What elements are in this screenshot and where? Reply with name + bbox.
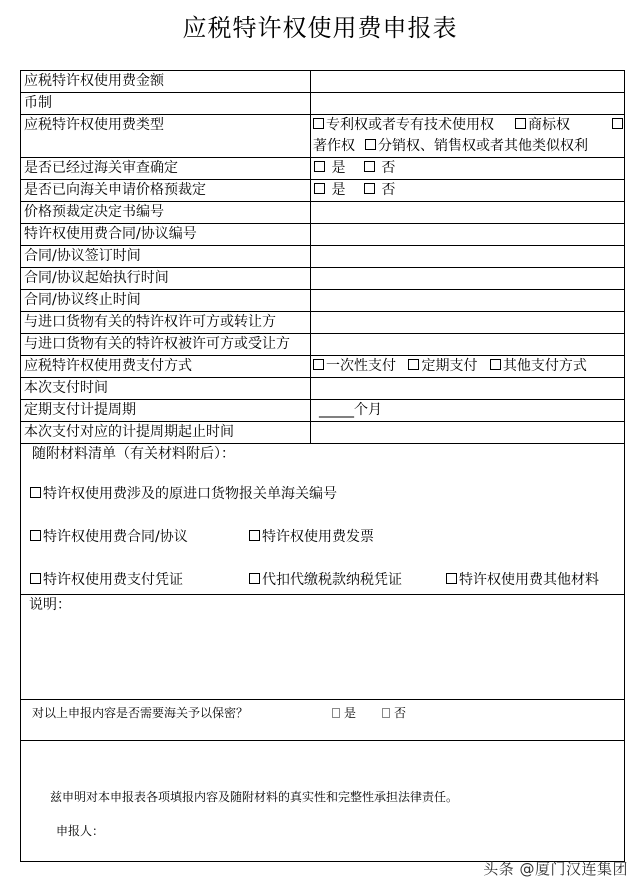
declarant-label: 申报人： <box>56 824 105 838</box>
row-label-payment-time: 本次支付时间 <box>21 378 311 400</box>
option-no[interactable]: 否 <box>364 180 395 201</box>
checkbox-icon[interactable] <box>249 530 260 541</box>
table-row <box>21 290 625 312</box>
checkbox-icon[interactable] <box>490 359 501 370</box>
option-yes[interactable]: 是 <box>314 158 345 179</box>
payment-method-options <box>311 356 625 378</box>
materials-row <box>24 570 621 591</box>
confidential-no[interactable]: 否 <box>382 703 406 724</box>
checkbox-icon[interactable] <box>446 573 457 584</box>
note-section[interactable] <box>21 595 625 700</box>
materials-title: 随附材料清单（有关材料附后）： <box>32 446 235 462</box>
table-row <box>21 158 625 180</box>
checkbox-icon[interactable] <box>249 573 260 584</box>
row-label-accrual-period: 本次支付对应的计提周期起止时间 <box>21 422 311 444</box>
row-label-currency: 币制 <box>21 93 311 115</box>
table-row <box>21 444 625 595</box>
option-copyright-label: 著作权 <box>313 138 355 154</box>
table-row <box>21 400 625 422</box>
option-yes[interactable]: 是 <box>314 180 345 201</box>
table-row <box>21 115 625 158</box>
materials-section <box>21 444 625 595</box>
material-customs-declaration[interactable]: 特许权使用费涉及的原进口货物报关单海关编号 <box>30 484 337 505</box>
amount-field[interactable] <box>311 71 625 93</box>
form-title: 应税特许权使用费申报表 <box>182 14 458 42</box>
declaration-block <box>24 741 621 861</box>
material-contract[interactable]: 特许权使用费合同/协议 <box>30 527 188 548</box>
row-label-ruling-number: 价格预裁定决定书编号 <box>21 202 311 224</box>
row-label-licensor: 与进口货物有关的特许权许可方或转让方 <box>21 312 311 334</box>
ruling-options <box>311 180 625 202</box>
option-copyright[interactable] <box>612 115 625 136</box>
option-no[interactable]: 否 <box>364 158 395 179</box>
material-tax-proof[interactable]: 代扣代缴税款纳税凭证 <box>249 570 402 591</box>
checkbox-icon[interactable] <box>365 139 376 150</box>
option-patent[interactable]: 专利权或者专有技术使用权 <box>313 115 494 136</box>
checkbox-icon[interactable] <box>515 118 526 129</box>
declaration-form-table <box>20 70 625 862</box>
checkbox-icon[interactable] <box>612 118 623 129</box>
row-label-start-date: 合同/协议起始执行时间 <box>21 268 311 290</box>
checkbox-icon[interactable] <box>314 183 325 194</box>
table-row <box>21 334 625 356</box>
table-row <box>21 378 625 400</box>
table-row <box>21 246 625 268</box>
start-date-field[interactable] <box>311 268 625 290</box>
licensee-field[interactable] <box>311 334 625 356</box>
checkbox-icon[interactable] <box>332 708 340 718</box>
checkbox-icon[interactable] <box>313 359 324 370</box>
confidential-row <box>24 700 621 740</box>
row-label-contract-number: 特许权使用费合同/协议编号 <box>21 224 311 246</box>
checkbox-icon[interactable] <box>30 573 41 584</box>
option-periodic[interactable]: 定期支付 <box>408 358 477 374</box>
confidential-question: 对以上申报内容是否需要海关予以保密？ <box>32 706 249 720</box>
checkbox-icon[interactable] <box>364 161 375 172</box>
declaration-statement: 兹申明对本申报表各项填报内容及随附材料的真实性和完整性承担法律责任。 <box>50 790 459 804</box>
ruling-number-field[interactable] <box>311 202 625 224</box>
checkbox-icon[interactable] <box>382 708 390 718</box>
accrual-period-field[interactable] <box>311 422 625 444</box>
end-date-field[interactable] <box>311 290 625 312</box>
table-row <box>21 202 625 224</box>
table-row <box>21 595 625 700</box>
option-distribution[interactable]: 分销权、销售权或者其他类似权利 <box>365 136 588 157</box>
sign-date-field[interactable] <box>311 246 625 268</box>
table-row <box>21 268 625 290</box>
materials-row <box>24 484 621 505</box>
payment-time-field[interactable] <box>311 378 625 400</box>
row-label-licensee: 与进口货物有关的特许权被许可方或受让方 <box>21 334 311 356</box>
material-other[interactable]: 特许权使用费其他材料 <box>446 570 599 591</box>
materials-row <box>24 527 621 548</box>
table-row <box>21 71 625 93</box>
checkbox-icon[interactable] <box>314 161 325 172</box>
checkbox-icon[interactable] <box>364 183 375 194</box>
table-row <box>21 700 625 741</box>
table-row <box>21 356 625 378</box>
row-label-end-date: 合同/协议终止时间 <box>21 290 311 312</box>
licensor-field[interactable] <box>311 312 625 334</box>
checkbox-icon[interactable] <box>30 487 41 498</box>
table-row <box>21 180 625 202</box>
table-row <box>21 224 625 246</box>
checkbox-icon[interactable] <box>30 530 41 541</box>
option-lump-sum[interactable]: 一次性支付 <box>313 358 396 374</box>
option-trademark[interactable]: 商标权 <box>515 115 570 136</box>
row-label-royalty-type: 应税特许权使用费类型 <box>21 115 311 158</box>
accrual-cycle-field[interactable]: _____个月 <box>311 400 625 422</box>
row-label-accrual-cycle: 定期支付计提周期 <box>21 400 311 422</box>
table-row <box>21 93 625 115</box>
material-payment-proof[interactable]: 特许权使用费支付凭证 <box>30 570 183 591</box>
contract-number-field[interactable] <box>311 224 625 246</box>
row-label-ruling-applied: 是否已向海关申请价格预裁定 <box>21 180 311 202</box>
table-row <box>21 422 625 444</box>
confidential-yes[interactable]: 是 <box>332 703 356 724</box>
royalty-type-options <box>311 115 625 158</box>
option-other-payment[interactable]: 其他支付方式 <box>490 358 587 374</box>
note-label: 说明： <box>29 597 71 613</box>
table-row <box>21 312 625 334</box>
row-label-payment-method: 应税特许权使用费支付方式 <box>21 356 311 378</box>
checkbox-icon[interactable] <box>408 359 419 370</box>
row-label-amount: 应税特许权使用费金额 <box>21 71 311 93</box>
watermark: 头条 @厦门汉连集团 <box>483 860 628 878</box>
declaration-section <box>21 741 625 862</box>
confidential-section <box>21 700 625 741</box>
currency-field[interactable] <box>311 93 625 115</box>
row-label-sign-date: 合同/协议签订时间 <box>21 246 311 268</box>
material-invoice[interactable]: 特许权使用费发票 <box>249 527 374 548</box>
row-label-reviewed: 是否已经过海关审查确定 <box>21 158 311 180</box>
table-row <box>21 741 625 862</box>
checkbox-icon[interactable] <box>313 118 324 129</box>
reviewed-options <box>311 158 625 180</box>
